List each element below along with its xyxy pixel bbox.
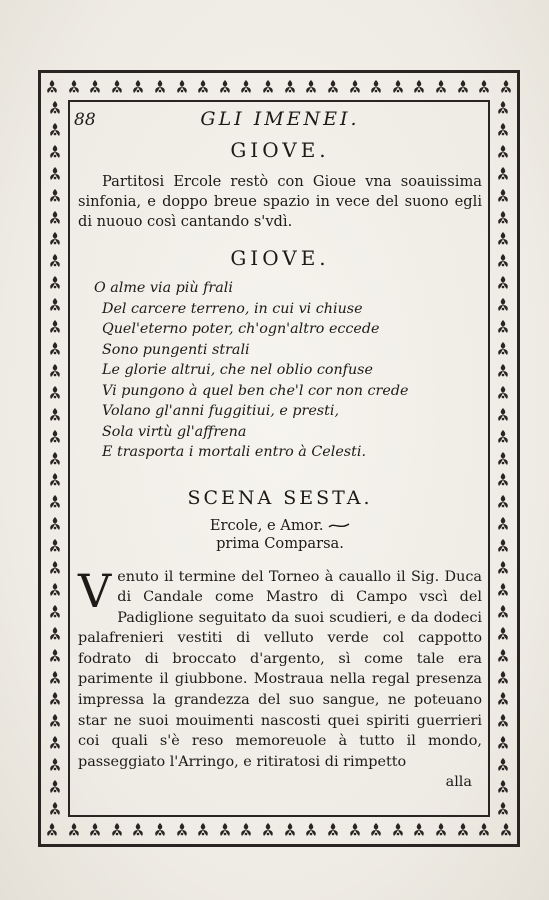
fleuron-icon <box>47 100 63 116</box>
fleuron-icon <box>47 166 63 182</box>
fleuron-icon <box>495 604 511 620</box>
fleuron-icon <box>47 560 63 576</box>
fleuron-icon <box>495 363 511 379</box>
border-ornaments-top <box>44 76 514 98</box>
drop-cap: V <box>78 563 112 618</box>
fleuron-icon <box>495 297 511 313</box>
fleuron-icon <box>498 79 514 95</box>
running-title: GLI IMENEI. <box>200 108 360 130</box>
fleuron-icon <box>303 822 319 838</box>
fleuron-icon <box>152 822 168 838</box>
fleuron-icon <box>174 79 190 95</box>
fleuron-icon <box>47 275 63 291</box>
fleuron-icon <box>495 100 511 116</box>
fleuron-icon <box>47 757 63 773</box>
fleuron-icon <box>47 451 63 467</box>
characters-text: Ercole, e Amor. <box>209 516 324 534</box>
fleuron-icon <box>238 79 254 95</box>
fleuron-icon <box>368 79 384 95</box>
verse-line: Sono pungenti strali <box>102 341 250 358</box>
fleuron-icon <box>47 210 63 226</box>
fleuron-icon <box>44 822 60 838</box>
fleuron-icon <box>303 79 319 95</box>
fleuron-icon <box>495 385 511 401</box>
fleuron-icon <box>495 472 511 488</box>
fleuron-icon <box>47 670 63 686</box>
border-ornaments-bottom <box>44 819 514 841</box>
fleuron-icon <box>455 79 471 95</box>
fleuron-icon <box>47 538 63 554</box>
fleuron-icon <box>47 516 63 532</box>
page-header <box>74 108 482 134</box>
fleuron-icon <box>495 144 511 160</box>
fleuron-icon <box>498 822 514 838</box>
fleuron-icon <box>495 275 511 291</box>
verse-line: Le glorie altrui, che nel oblio confuse <box>102 362 373 378</box>
scene-title: SCENA SESTA. <box>187 486 373 509</box>
fleuron-icon <box>130 79 146 95</box>
section-prose: Partitosi Ercole restò con Gioue vna soauissima sinfonia, e doppo breue spazio in vece del suono egli di nuouo così cantando s'vdì. <box>78 173 482 230</box>
fleuron-icon <box>325 79 341 95</box>
fleuron-icon <box>109 79 125 95</box>
fleuron-icon <box>495 231 511 247</box>
fleuron-icon <box>411 79 427 95</box>
fleuron-icon <box>495 538 511 554</box>
fleuron-icon <box>495 626 511 642</box>
fleuron-icon <box>47 188 63 204</box>
page-number: 88 <box>74 110 96 130</box>
fleuron-icon <box>238 822 254 838</box>
fleuron-icon <box>47 713 63 729</box>
fleuron-icon <box>66 79 82 95</box>
border-ornaments-right <box>492 100 514 817</box>
fleuron-icon <box>495 253 511 269</box>
fleuron-icon <box>455 822 471 838</box>
fleuron-icon <box>47 122 63 138</box>
fleuron-icon <box>47 231 63 247</box>
page-text-block <box>74 108 482 812</box>
fleuron-icon <box>195 822 211 838</box>
fleuron-icon <box>47 626 63 642</box>
fleuron-icon <box>217 822 233 838</box>
fleuron-icon <box>347 79 363 95</box>
fleuron-icon <box>495 451 511 467</box>
fleuron-icon <box>47 494 63 510</box>
verse-line: O alme via più frali <box>94 280 233 296</box>
fleuron-icon <box>390 79 406 95</box>
fleuron-icon <box>47 429 63 445</box>
fleuron-icon <box>495 341 511 357</box>
fleuron-icon <box>495 582 511 598</box>
fleuron-icon <box>47 691 63 707</box>
verse-line: E trasporta i mortali entro à Celesti. <box>102 444 367 460</box>
fleuron-icon <box>130 822 146 838</box>
fleuron-icon <box>109 822 125 838</box>
fleuron-icon <box>476 79 492 95</box>
fleuron-icon <box>495 516 511 532</box>
fleuron-icon <box>282 79 298 95</box>
fleuron-icon <box>495 801 511 817</box>
fleuron-icon <box>495 122 511 138</box>
fleuron-icon <box>47 801 63 817</box>
fleuron-icon <box>47 319 63 335</box>
fleuron-icon <box>87 822 103 838</box>
fleuron-icon <box>495 210 511 226</box>
fleuron-icon <box>47 472 63 488</box>
fleuron-icon <box>495 713 511 729</box>
fleuron-icon <box>47 648 63 664</box>
fleuron-icon <box>495 648 511 664</box>
fleuron-icon <box>47 253 63 269</box>
fleuron-icon <box>44 79 60 95</box>
fleuron-icon <box>495 691 511 707</box>
scene-prose-text: enuto il termine del Torneo à cauallo il Sig. Duca di Candale come Mastro di Campo vscì del Padiglione seguitato da suoi scudieri, e da dodeci palafrenieri vestiti di velluto verde col cappotto fodrato di broccato d'argento, sì come tale era parimente il giubbone. Mostraua nella regal presenza impressa la grandezza del suo sangue, ne poteuano star ne suoi mouimenti nascosti quei spiriti guerrieri coi quali s'è reso memoreuole à tutto il mondo, passeggiato l'Arringo, e ritiratosi di rimpetto <box>78 568 482 770</box>
fleuron-icon <box>260 79 276 95</box>
fleuron-icon <box>47 144 63 160</box>
fleuron-icon <box>325 822 341 838</box>
scene-prose <box>78 563 482 773</box>
fleuron-icon <box>87 79 103 95</box>
fleuron-icon <box>47 363 63 379</box>
scene-subtitle: prima Comparsa. <box>216 534 344 552</box>
song-verse <box>94 278 482 463</box>
fleuron-icon <box>47 407 63 423</box>
fleuron-icon <box>495 494 511 510</box>
fleuron-icon <box>433 79 449 95</box>
fleuron-icon <box>282 822 298 838</box>
border-ornaments-left <box>44 100 66 817</box>
fleuron-icon <box>476 822 492 838</box>
fleuron-icon <box>495 779 511 795</box>
fleuron-icon <box>217 79 233 95</box>
verse-line: Del carcere terreno, in cui vi chiuse <box>102 300 363 317</box>
fleuron-icon <box>433 822 449 838</box>
fleuron-icon <box>47 297 63 313</box>
scene-characters <box>78 517 482 535</box>
fleuron-icon <box>47 582 63 598</box>
fleuron-icon <box>195 79 211 95</box>
fleuron-icon <box>347 822 363 838</box>
fleuron-icon <box>66 822 82 838</box>
fleuron-icon <box>495 757 511 773</box>
fleuron-icon <box>47 341 63 357</box>
fleuron-icon <box>495 407 511 423</box>
verse-line: Vi pungono à quel ben che'l cor non crede <box>102 382 409 399</box>
fleuron-icon <box>47 604 63 620</box>
section-heading-giove: GIOVE. <box>230 138 330 162</box>
fleuron-icon <box>411 822 427 838</box>
fleuron-icon <box>495 560 511 576</box>
fleuron-icon <box>495 670 511 686</box>
song-heading-giove: GIOVE. <box>230 246 330 270</box>
verse-line: Sola virtù gl'affrena <box>102 423 247 440</box>
catchword: alla <box>445 774 472 791</box>
fleuron-icon <box>495 166 511 182</box>
verse-line: Volano gl'anni fuggitiui, e presti, <box>102 403 340 419</box>
fleuron-icon <box>390 822 406 838</box>
fleuron-icon <box>368 822 384 838</box>
fleuron-icon <box>260 822 276 838</box>
fleuron-icon <box>174 822 190 838</box>
fleuron-icon <box>47 779 63 795</box>
fleuron-icon <box>495 429 511 445</box>
swash-ornament-icon <box>328 521 350 531</box>
fleuron-icon <box>152 79 168 95</box>
verse-line: Quel'eterno poter, ch'ogn'altro eccede <box>102 321 380 337</box>
fleuron-icon <box>495 735 511 751</box>
fleuron-icon <box>495 319 511 335</box>
fleuron-icon <box>47 385 63 401</box>
fleuron-icon <box>47 735 63 751</box>
fleuron-icon <box>495 188 511 204</box>
